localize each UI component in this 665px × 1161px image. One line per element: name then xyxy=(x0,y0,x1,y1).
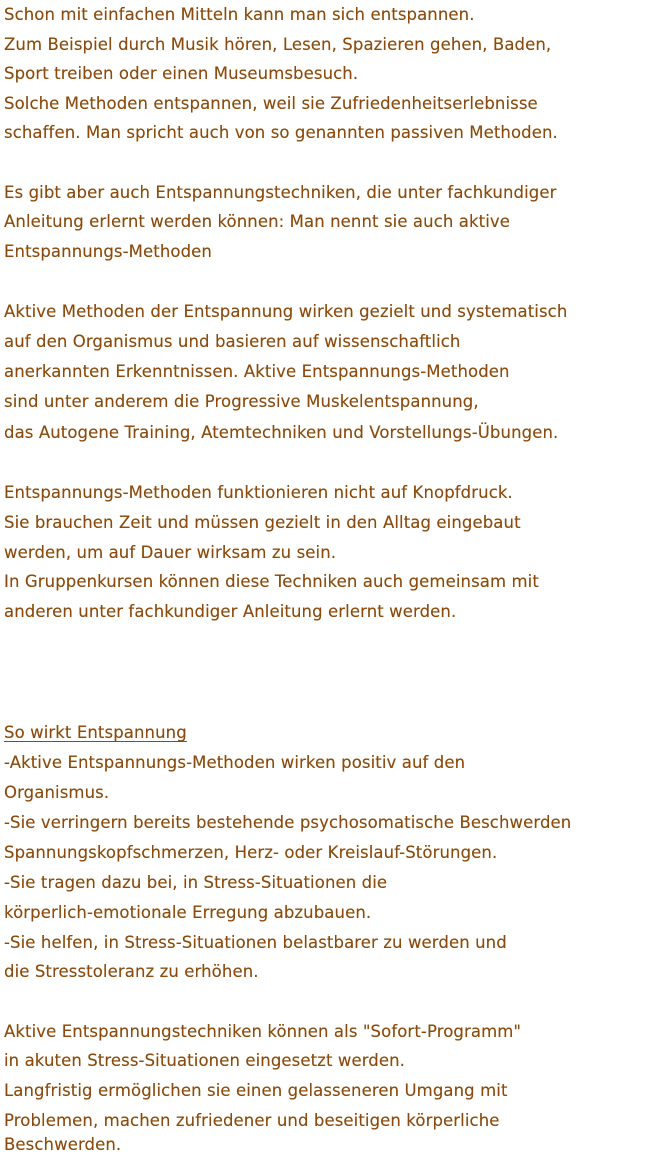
text-line: Es gibt aber auch Entspannungstechniken, die unter fachkundiger xyxy=(4,183,557,202)
text-line: das Autogene Training, Atemtechniken und Vorstellungs-Übungen. xyxy=(4,423,559,442)
text-line: Spannungskopfschmerzen, Herz- oder Kreislauf-Störungen. xyxy=(4,843,498,862)
text-line: Langfristig ermöglichen sie einen gelasseneren Umgang mit xyxy=(4,1081,508,1100)
text-line: körperlich-emotionale Erregung abzubauen. xyxy=(4,903,372,922)
text-line: Organismus. xyxy=(4,783,110,802)
text-line: in akuten Stress-Situationen eingesetzt werden. xyxy=(4,1051,406,1070)
text-line: Sport treiben oder einen Museumsbesuch. xyxy=(4,64,359,83)
text-line: Schon mit einfachen Mitteln kann man sich entspannen. xyxy=(4,5,475,24)
text-line: Entspannungs-Methoden funktionieren nicht auf Knopfdruck. xyxy=(4,483,513,502)
text-line: -Aktive Entspannungs-Methoden wirken positiv auf den xyxy=(4,753,466,772)
text-line: Solche Methoden entspannen, weil sie Zufriedenheitserlebnisse xyxy=(4,94,538,113)
text-line: sind unter anderem die Progressive Muskelentspannung, xyxy=(4,392,479,411)
text-line: Entspannungs-Methoden xyxy=(4,242,212,261)
text-line: Problemen, machen zufriedener und beseitigen körperliche xyxy=(4,1111,500,1130)
section-heading: So wirkt Entspannung xyxy=(4,723,187,742)
text-line: Beschwerden. xyxy=(4,1135,122,1154)
text-line: Zum Beispiel durch Musik hören, Lesen, Spazieren gehen, Baden, xyxy=(4,35,552,54)
text-line: Sie brauchen Zeit und müssen gezielt in den Alltag eingebaut xyxy=(4,513,521,532)
text-line: auf den Organismus und basieren auf wissenschaftlich xyxy=(4,332,461,351)
text-line: anerkannten Erkenntnissen. Aktive Entspannungs-Methoden xyxy=(4,362,510,381)
text-line: Anleitung erlernt werden können: Man nennt sie auch aktive xyxy=(4,212,511,231)
text-line: Aktive Entspannungstechniken können als "Sofort-Programm" xyxy=(4,1022,522,1041)
text-line: schaffen. Man spricht auch von so genannten passiven Methoden. xyxy=(4,123,558,142)
text-line: Aktive Methoden der Entspannung wirken gezielt und systematisch xyxy=(4,302,568,321)
text-line: In Gruppenkursen können diese Techniken auch gemeinsam mit xyxy=(4,572,539,591)
text-line: anderen unter fachkundiger Anleitung erlernt werden. xyxy=(4,602,457,621)
text-line: -Sie tragen dazu bei, in Stress-Situationen die xyxy=(4,873,388,892)
text-line: -Sie helfen, in Stress-Situationen belastbarer zu werden und xyxy=(4,933,507,952)
text-line: die Stresstoleranz zu erhöhen. xyxy=(4,962,259,981)
text-line: werden, um auf Dauer wirksam zu sein. xyxy=(4,543,337,562)
text-line: -Sie verringern bereits bestehende psychosomatische Beschwerden xyxy=(4,813,572,832)
